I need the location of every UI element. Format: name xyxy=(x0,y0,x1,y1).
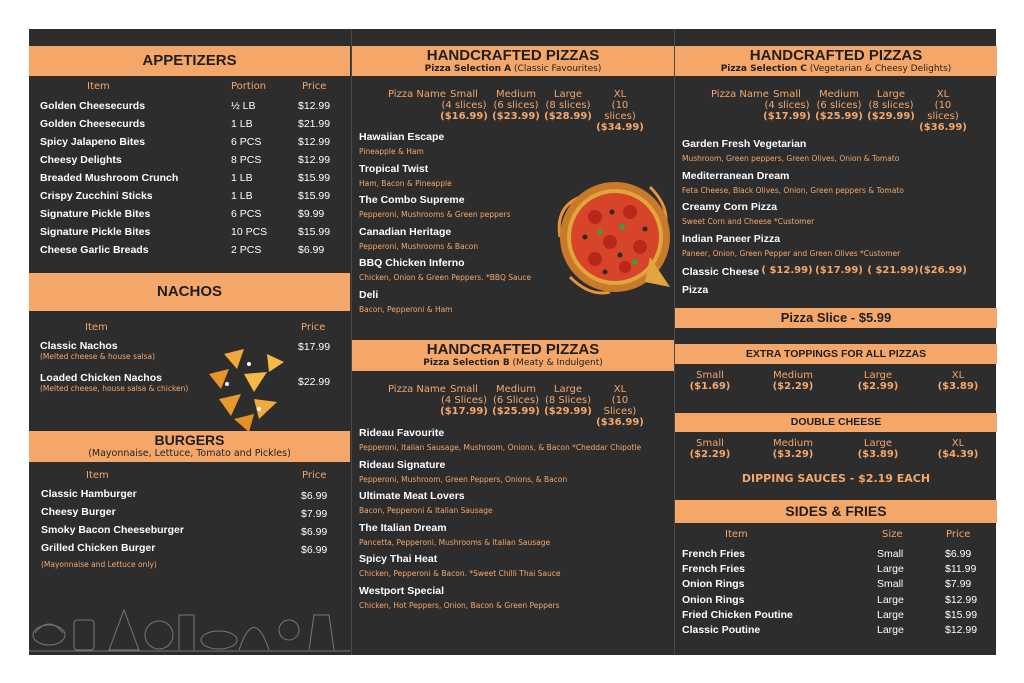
appetizer-price: $6.99 xyxy=(298,244,325,256)
side-name: Fried Chicken Poutine xyxy=(682,608,793,621)
size-price: ($29.99) xyxy=(544,406,592,417)
classic-cheese-name xyxy=(682,266,759,296)
size-price: ($3.29) xyxy=(772,449,814,460)
double-cheese-header xyxy=(675,413,997,432)
pizza-a-col-name: Pizza Name xyxy=(388,89,446,100)
side-name: French Fries xyxy=(682,548,746,560)
pizza-toppings: Pineapple & Ham xyxy=(359,147,424,156)
appetizer-name: Breaded Mushroom Crunch xyxy=(40,172,179,184)
double_cheese-size-2 xyxy=(853,438,903,460)
pizza-toppings: Paneer, Onion, Green Pepper and Green Olives *Customer xyxy=(682,248,901,258)
appetizer-portion: 1 LB xyxy=(231,172,253,184)
burger-name: Classic Hamburger xyxy=(41,488,137,500)
size-slices: (6 slices) xyxy=(816,100,862,111)
classic-cheese-price: ($17.99) xyxy=(815,265,863,276)
pizza-toppings: Pepperoni, Mushrooms & Bacon xyxy=(359,241,479,251)
sides-col-item: Item xyxy=(725,529,748,540)
pizza-toppings: Mushroom, Green peppers, Green Olives, Onion & Tomato xyxy=(682,154,900,163)
size-slices: (4 slices) xyxy=(764,100,810,111)
size-name: Large xyxy=(553,384,583,395)
appetizer-price: $21.99 xyxy=(298,118,331,130)
appetizer-name: Golden Cheesecurds xyxy=(40,100,146,112)
size-slices: (4 slices) xyxy=(441,100,487,111)
appetizer-price: $12.99 xyxy=(298,154,331,166)
size-name: Large xyxy=(863,438,893,449)
pizza-c-title: HANDCRAFTED PIZZAS xyxy=(749,47,923,64)
size-slices: (6 Slices) xyxy=(492,395,540,406)
appetizer-price: $12.99 xyxy=(298,136,331,148)
side-size: Large xyxy=(877,593,904,606)
nachos-header xyxy=(29,273,350,311)
nachos-title: NACHOS xyxy=(156,283,222,300)
size-slices: (8 slices) xyxy=(545,100,591,111)
size-price: ($25.99) xyxy=(815,111,863,122)
toppings-header xyxy=(675,344,997,364)
burger-price: $7.99 xyxy=(301,508,328,520)
size-slices: (4 Slices) xyxy=(440,395,488,406)
size-name: Medium xyxy=(819,89,859,100)
appetizer-price: $12.99 xyxy=(298,100,331,112)
size-price: ($34.99) xyxy=(596,122,644,133)
appetizers-header xyxy=(29,46,350,76)
side-name: French Fries xyxy=(682,563,746,576)
pizza-a-header xyxy=(352,46,674,76)
size-slices: (8 slices) xyxy=(868,100,914,111)
appetizer-name: Signature Pickle Bites xyxy=(40,208,151,220)
size-slices: (6 slices) xyxy=(493,100,539,111)
nachos-name: Classic Nachos xyxy=(40,340,118,352)
sides-col-price: Price xyxy=(946,529,971,540)
burger-price: $6.99 xyxy=(301,544,328,556)
nachos-desc: (Melted cheese, house salsa & chicken) xyxy=(40,384,189,393)
size-name: XL xyxy=(951,370,965,381)
pizza-name: Deli xyxy=(359,289,379,301)
appetizer-name: Golden Cheesecurds xyxy=(40,118,146,130)
side-name: Onion Rings xyxy=(682,578,745,591)
pizza-c-category: (Vegetarian & Cheesy Delights) xyxy=(806,64,952,74)
pizza-size-2 xyxy=(543,89,593,122)
side-name: Classic Poutine xyxy=(682,624,761,636)
double_cheese-size-0 xyxy=(685,438,735,460)
side-price: $7.99 xyxy=(945,578,972,591)
size-price: ($1.69) xyxy=(689,381,731,392)
burgers-subtitle: (Mayonnaise, Lettuce, Tomato and Pickles) xyxy=(88,448,291,459)
size-price: ($3.89) xyxy=(937,381,979,392)
appetizer-price: $15.99 xyxy=(298,226,331,238)
size-price: ($23.99) xyxy=(492,111,540,122)
toppings-size-1 xyxy=(768,370,818,392)
classic-cheese-price: ( $21.99) xyxy=(867,265,919,276)
pizza-b-col-name: Pizza Name xyxy=(388,384,446,395)
burgers-header xyxy=(29,431,350,462)
toppings-title: EXTRA TOPPINGS FOR ALL PIZZAS xyxy=(745,348,927,360)
nachos-row xyxy=(40,372,188,393)
pizza-size-1 xyxy=(491,89,541,122)
pizza-toppings: Chicken, Pepperoni & Bacon. *Sweet Chilli Thai Sauce xyxy=(359,569,561,579)
appetizer-portion: 1 LB xyxy=(231,190,253,202)
appetizer-portion: 8 PCS xyxy=(231,154,262,166)
nachos-price: $17.99 xyxy=(298,341,331,353)
pizza-a-category: (Classic Favourites) xyxy=(511,64,602,74)
side-size: Large xyxy=(877,608,904,621)
size-price: ($4.39) xyxy=(937,449,979,460)
pizza-toppings: Bacon, Pepperoni & Ham xyxy=(359,305,453,314)
classic-cheese-price: ( $12.99) xyxy=(761,265,813,276)
classic-cheese-line2: Pizza xyxy=(682,284,709,296)
pizza-toppings: Pancetta, Pepperoni, Mushrooms & Italian Sausage xyxy=(359,537,551,547)
pizza-name: Hawaiian Escape xyxy=(359,131,445,143)
pizza-size-0 xyxy=(439,384,489,417)
appetizer-portion: 6 PCS xyxy=(231,208,262,220)
appetizer-portion: 1 LB xyxy=(231,118,253,130)
pizza-size-3 xyxy=(595,384,645,428)
appetizer-name: Crispy Zucchini Sticks xyxy=(40,190,153,202)
pizza-c-selection: Pizza Selection C xyxy=(720,64,807,74)
size-name: Medium xyxy=(773,370,813,381)
pizza-toppings: Ham, Bacon & Pineapple xyxy=(359,178,452,188)
pizza-image xyxy=(550,167,675,302)
size-price: ($28.99) xyxy=(544,111,592,122)
double_cheese-size-1 xyxy=(768,438,818,460)
pizza-name: BBQ Chicken Inferno xyxy=(359,257,465,270)
size-price: ($2.29) xyxy=(689,449,731,460)
pizza-name: Rideau Favourite xyxy=(359,427,445,439)
burger-name: Cheesy Burger xyxy=(41,506,116,518)
sides-col-size: Size xyxy=(882,529,903,540)
pizza-name: Canadian Heritage xyxy=(359,225,452,238)
pizza-toppings: Chicken, Hot Peppers, Onion, Bacon & Green Peppers xyxy=(359,601,560,610)
burgers-col-price: Price xyxy=(302,470,327,481)
appetizer-name: Signature Pickle Bites xyxy=(40,226,151,238)
size-name: Medium xyxy=(496,384,536,395)
size-price: ($17.99) xyxy=(440,406,488,417)
size-price: ($36.99) xyxy=(596,417,644,428)
size-price: ($16.99) xyxy=(440,111,488,122)
pizza-size-1 xyxy=(491,384,541,417)
pizza-name: Rideau Signature xyxy=(359,458,446,471)
nachos-price: $22.99 xyxy=(298,376,331,388)
classic-cheese-price: ($26.99) xyxy=(919,265,967,276)
pizza-c-col-name: Pizza Name xyxy=(711,89,769,100)
appetizer-name: Cheesy Delights xyxy=(40,154,122,166)
pizza-size-0 xyxy=(762,89,812,122)
pizza-name: Mediterranean Dream xyxy=(682,169,790,182)
appetizers-title: APPETIZERS xyxy=(142,52,237,69)
burger-name: Grilled Chicken Burger xyxy=(41,542,156,554)
pizza-b-header xyxy=(352,340,674,371)
size-slices: (10 slices) xyxy=(927,100,959,122)
nachos-col-price: Price xyxy=(301,322,326,333)
appetizer-price: $9.99 xyxy=(298,208,325,220)
pizza-toppings: Pepperoni, Mushroom, Green Peppers, Onions, & Bacon xyxy=(359,474,568,484)
pizza-name: The Italian Dream xyxy=(359,521,447,534)
size-name: Small xyxy=(450,89,478,100)
side-size: Large xyxy=(877,563,904,576)
pizza-size-0 xyxy=(439,89,489,122)
double_cheese-size-3 xyxy=(933,438,983,460)
nachos-col-item: Item xyxy=(85,322,108,333)
pizza-name: The Combo Supreme xyxy=(359,194,465,207)
size-name: XL xyxy=(613,384,627,395)
size-name: Small xyxy=(696,438,724,449)
size-price: ($25.99) xyxy=(492,406,540,417)
side-price: $6.99 xyxy=(945,548,972,560)
size-name: Small xyxy=(696,370,724,381)
toppings-size-0 xyxy=(685,370,735,392)
appetizer-portion: 6 PCS xyxy=(231,136,262,148)
size-slices: (8 Slices) xyxy=(544,395,592,406)
pizza-name: Indian Paneer Pizza xyxy=(682,232,781,245)
size-price: ($29.99) xyxy=(867,111,915,122)
pizza-a-selection: Pizza Selection A xyxy=(424,64,512,74)
nachos-desc: (Melted cheese & house salsa) xyxy=(40,352,156,361)
pizza-toppings: Pepperoni, Italian Sausage, Mushroom, Onions, & Bacon *Cheddar Chipotle xyxy=(359,443,642,452)
pizza-toppings: Feta Cheese, Black Olives, Onion, Green peppers & Tomato xyxy=(682,185,904,195)
side-size: Small xyxy=(877,578,904,591)
appetizer-portion: 10 PCS xyxy=(231,226,268,238)
appetizers-col-portion: Portion xyxy=(231,81,267,92)
side-price: $12.99 xyxy=(945,593,978,606)
toppings-size-3 xyxy=(933,370,983,392)
size-name: XL xyxy=(951,438,965,449)
nachos-name: Loaded Chicken Nachos xyxy=(40,372,162,384)
menu-board xyxy=(29,29,996,655)
pizza-toppings: Pepperoni, Mushrooms & Green peppers xyxy=(359,210,511,220)
size-name: Small xyxy=(773,89,801,100)
appetizer-name: Cheese Garlic Breads xyxy=(40,244,149,256)
size-name: Small xyxy=(450,384,478,395)
side-size: Large xyxy=(877,624,904,636)
size-slices: (10 Slices) xyxy=(603,395,637,417)
pizza-slice-bar xyxy=(675,308,997,328)
pizza-toppings: Bacon, Pepperoni & Italian Sausage xyxy=(359,506,493,516)
size-name: XL xyxy=(613,89,627,100)
size-price: ($3.89) xyxy=(857,449,899,460)
column-right xyxy=(674,29,997,655)
sides-title: SIDES & FRIES xyxy=(785,503,887,519)
pizza-size-3 xyxy=(918,89,968,133)
appetizer-price: $15.99 xyxy=(298,172,331,184)
pizza-size-3 xyxy=(595,89,645,133)
size-name: Medium xyxy=(496,89,536,100)
side-name: Onion Rings xyxy=(682,593,745,606)
food-doodle-image xyxy=(29,595,350,655)
appetizers-col-item: Item xyxy=(87,81,110,92)
side-price: $15.99 xyxy=(945,608,978,621)
pizza-c-header xyxy=(675,46,997,76)
burgers-title: BURGERS xyxy=(154,432,225,448)
pizza-toppings: Sweet Corn and Cheese *Customer xyxy=(682,217,815,227)
size-name: Large xyxy=(553,89,583,100)
burger-price: $6.99 xyxy=(301,490,328,502)
pizza-b-selection: Pizza Selection B xyxy=(423,358,510,368)
size-name: Large xyxy=(876,89,906,100)
burger-name: Smoky Bacon Cheeseburger xyxy=(41,524,184,536)
pizza-name: Ultimate Meat Lovers xyxy=(359,490,465,503)
nachos-row xyxy=(40,340,155,361)
size-price: ($17.99) xyxy=(763,111,811,122)
size-name: Medium xyxy=(773,438,813,449)
side-price: $12.99 xyxy=(945,624,978,636)
side-size: Small xyxy=(877,548,904,560)
pizza-b-title: HANDCRAFTED PIZZAS xyxy=(426,341,600,358)
pizza-toppings: Chicken, Onion & Green Peppers. *BBQ Sauce xyxy=(359,273,532,283)
pizza-name: Creamy Corn Pizza xyxy=(682,201,778,214)
pizza-a-title: HANDCRAFTED PIZZAS xyxy=(426,47,600,64)
column-middle xyxy=(351,29,674,655)
column-left xyxy=(29,29,350,655)
pizza-slice-label: Pizza Slice - $5.99 xyxy=(780,310,892,325)
appetizer-portion: 2 PCS xyxy=(231,244,262,256)
size-slices: (10 slices) xyxy=(604,100,636,122)
pizza-name: Tropical Twist xyxy=(359,162,429,175)
dipping-sauces-label: DIPPING SAUCES - $2.19 EACH xyxy=(741,472,931,485)
size-name: Large xyxy=(863,370,893,381)
size-name: XL xyxy=(936,89,950,100)
burgers-note: (Mayonnaise and Lettuce only) xyxy=(41,560,157,569)
appetizers-col-price: Price xyxy=(302,81,327,92)
side-price: $11.99 xyxy=(945,563,977,576)
nachos-chips-image xyxy=(199,344,289,434)
toppings-size-2 xyxy=(853,370,903,392)
double-cheese-title: DOUBLE CHEESE xyxy=(790,416,882,428)
burger-price: $6.99 xyxy=(301,526,328,538)
burgers-col-item: Item xyxy=(86,470,109,481)
appetizer-portion: ½ LB xyxy=(231,100,256,112)
size-price: ($36.99) xyxy=(919,122,967,133)
pizza-size-2 xyxy=(866,89,916,122)
pizza-name: Westport Special xyxy=(359,585,444,597)
appetizer-price: $15.99 xyxy=(298,190,331,202)
size-price: ($2.99) xyxy=(857,381,899,392)
size-price: ($2.29) xyxy=(772,381,814,392)
pizza-b-category: (Meaty & Indulgent) xyxy=(509,358,603,368)
pizza-name: Spicy Thai Heat xyxy=(359,553,438,566)
classic-cheese-line1: Classic Cheese xyxy=(682,266,760,278)
pizza-size-2 xyxy=(543,384,593,417)
appetizer-name: Spicy Jalapeno Bites xyxy=(40,136,146,148)
sides-header xyxy=(675,500,997,523)
pizza-name: Garden Fresh Vegetarian xyxy=(682,138,807,150)
pizza-size-1 xyxy=(814,89,864,122)
